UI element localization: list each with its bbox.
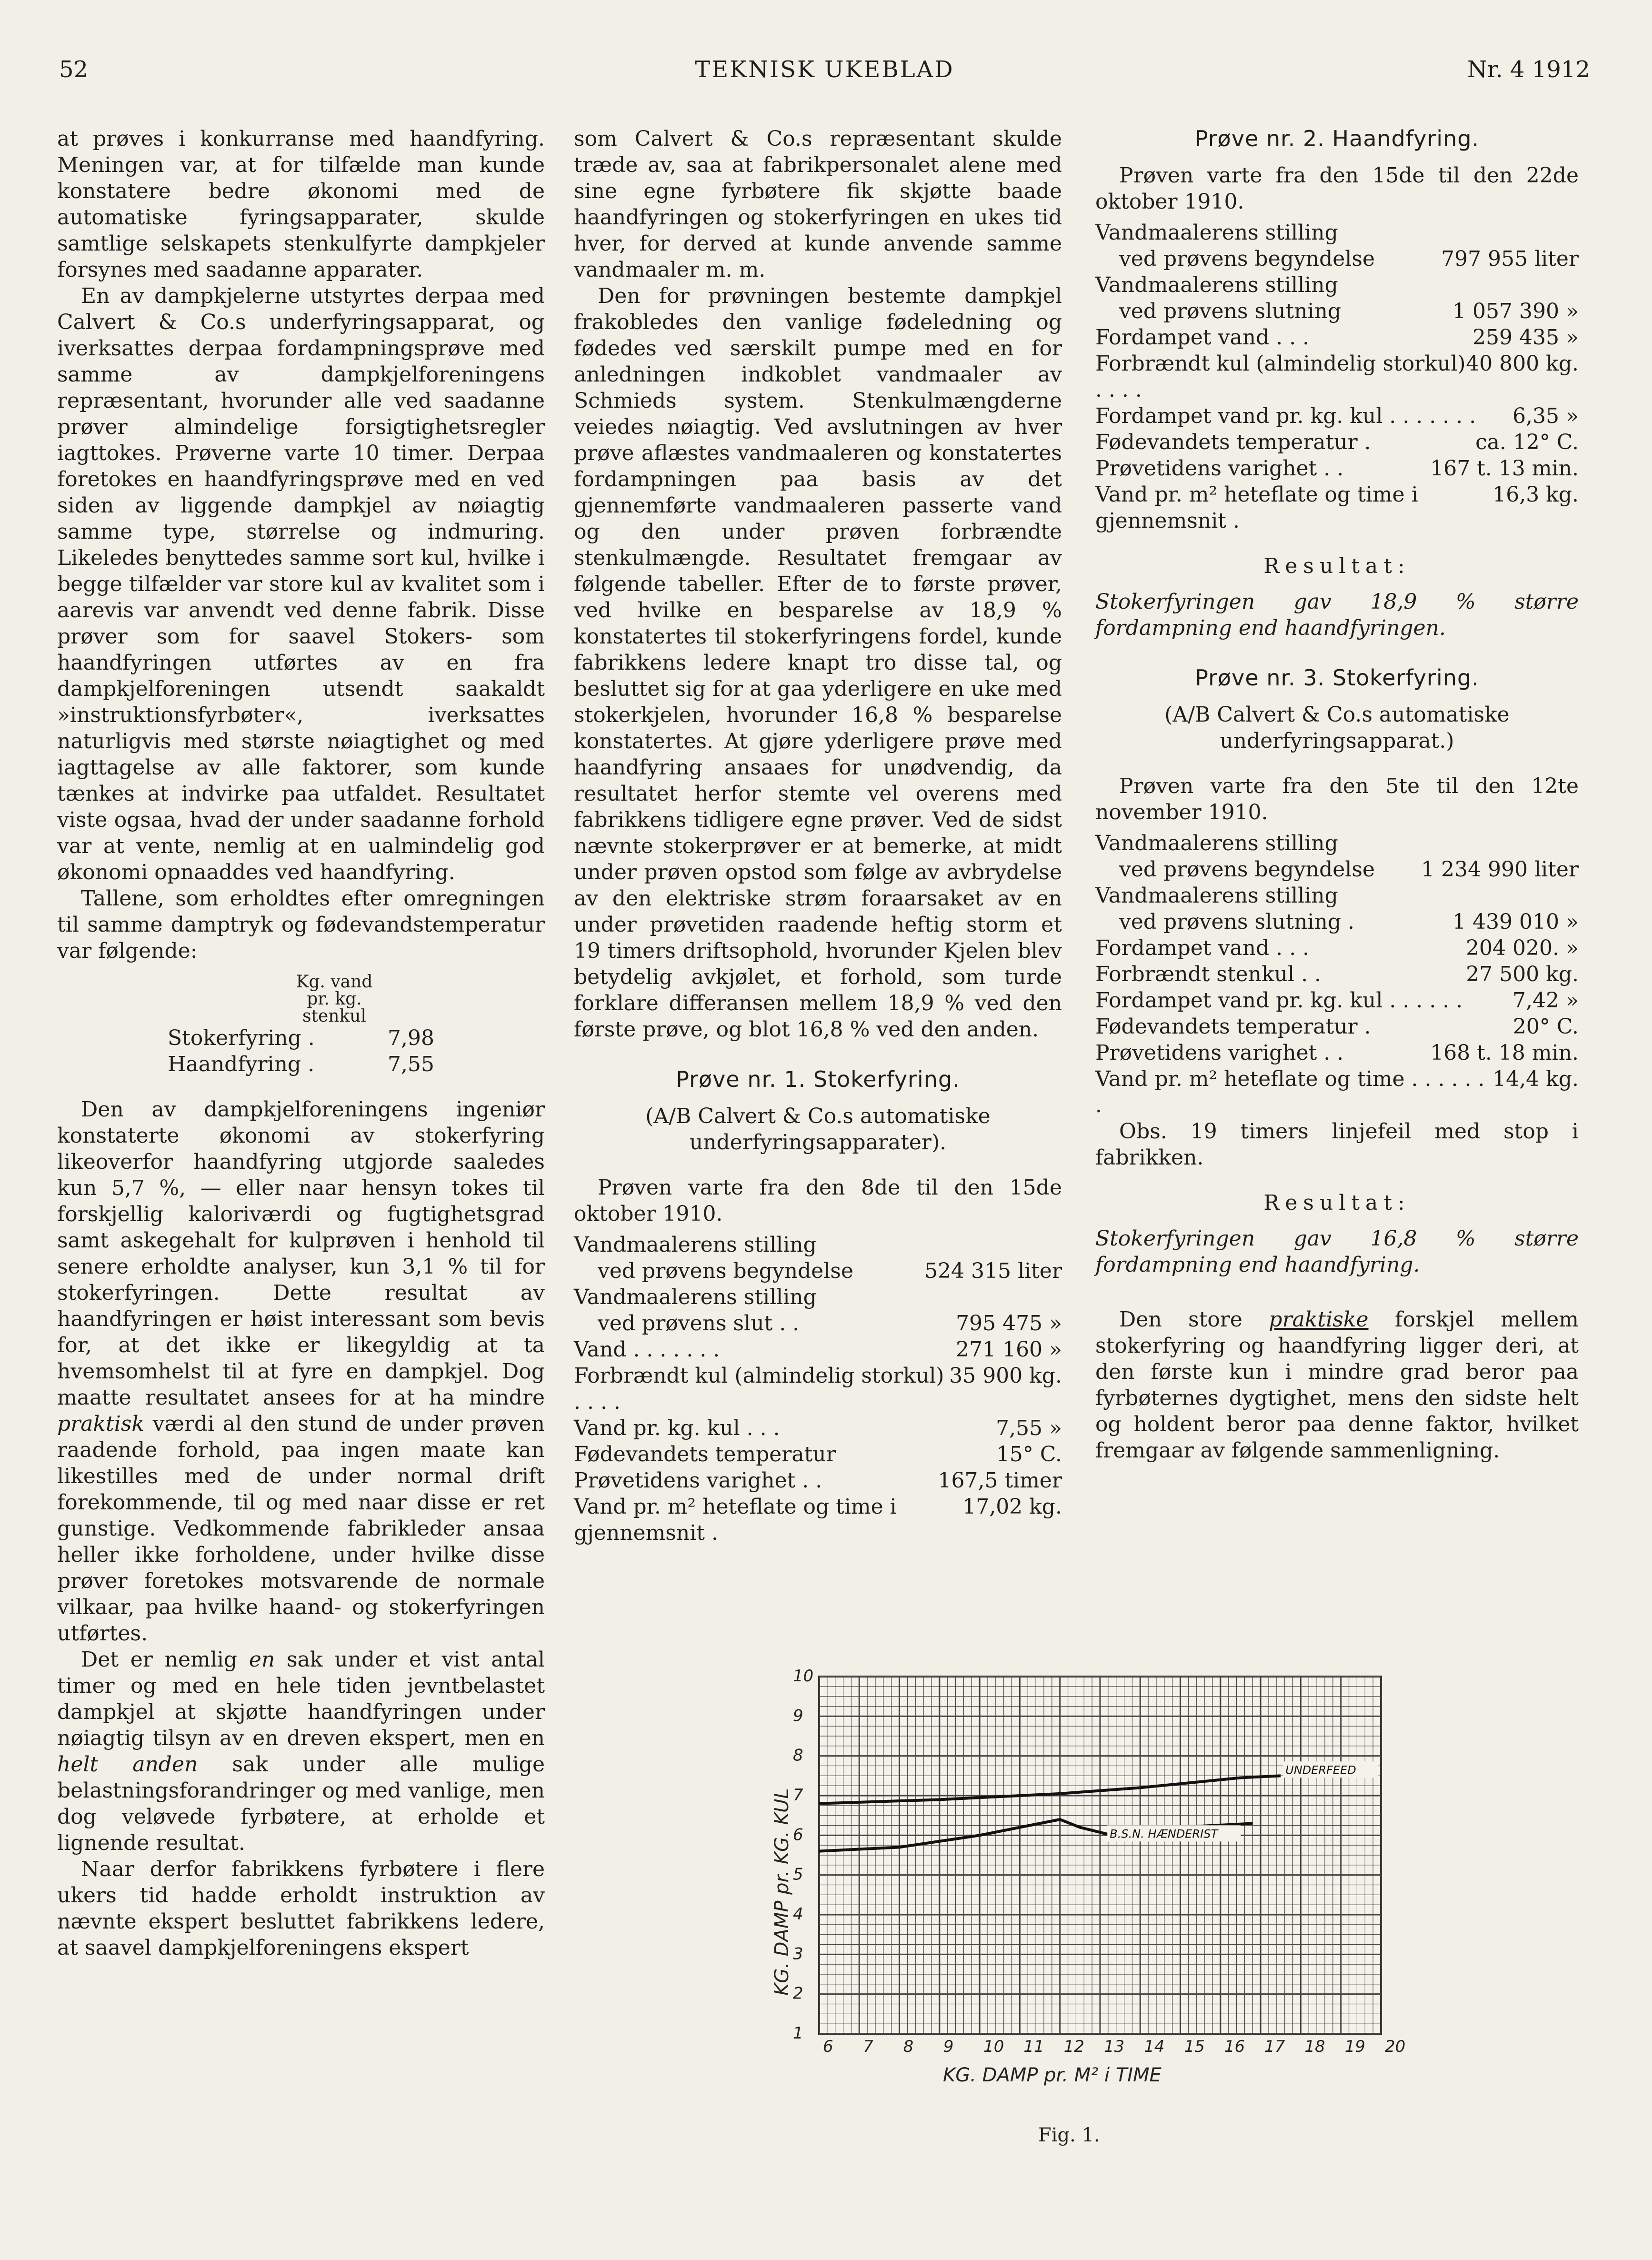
row-value: 167,5 timer xyxy=(938,1468,1062,1493)
measurement-table xyxy=(1095,220,1579,534)
row-value: 40 800 kg. xyxy=(1466,352,1579,376)
section-subtitle: (A/B Calvert & Co.s automatiske underfyringsapparater). xyxy=(645,1104,991,1155)
row-value: 168 t. 18 min. xyxy=(1430,1041,1579,1065)
row-label: Forbrændt kul (almindelig storkul) . . . . xyxy=(574,1364,944,1414)
result-label: Resultat: xyxy=(1263,554,1411,578)
x-tick-label: 8 xyxy=(903,2037,914,2056)
measurement-row xyxy=(1095,961,1579,987)
row-label: ved prøvens begyndelse xyxy=(1119,247,1375,271)
paragraph: En av dampkjelerne utstyrtes derpaa med Calvert & Co.s underfyringsapparat, og iverksattes derpaa fordampningsprøve med samme av dampkjelforeningens repræsentant, hvorunder alle ved saadanne prøver almindelige forsigtighetsregler iagttokes. Prøverne varte 10 timer. Derpaa foretokes en haandfyringsprøve med en ved siden av liggende dampkjel av nøiagtig samme type, størrelse og indmuring. Likeledes benyttedes samme sort kul, hvilke i begge tilfælder var store kul av kvalitet som i aarevis var anvendt ved denne fabrik. Disse prøver som for saavel Stokers- som haandfyringen utførtes av en fra dampkjelforeningen utsendt saakaldt »instruktionsfyrbøter«, iverksattes naturligvis med største nøiagtighet og med iagttagelse av alle faktorer, som kunde tænkes at indvirke paa utfaldet. Resultatet viste ogsaa, hvad der under saadanne forhold var at vente, nemlig at en ualmindelig god økonomi opnaaddes ved haandfyring. xyxy=(57,284,545,884)
x-axis-label: KG. DAMP pr. M² i TIME xyxy=(943,2064,1161,2086)
figure-chart xyxy=(762,1667,1410,2143)
text-run-italic: praktisk xyxy=(57,1412,145,1436)
paragraph: Den for prøvningen bestemte dampkjel frakobledes den vanlige fødeledning og fødedes ved særskilt pumpe med en for anledningen indkoblet vandmaaler av Schmieds system. Stenkulmængderne veiedes nøiagtig. Ved avslutningen av hver prøve aflæstes vandmaaleren og konstatertes fordampningen paa basis av det gjennemførte vandmaaleren passerte vand og den under prøven forbrændte stenkulmængde. Resultatet fremgaar av følgende tabeller. Efter de to første prøver, ved hvilke en besparelse av 18,9 % konstatertes til stokerfyringens fordel, kunde fabrikkens ledere knapt tro disse tal, og besluttet sig for at gaa yderligere en uke med stokerkjelen, hvorunder 16,8 % besparelse konstatertes. At gjøre yderligere prøve med haandfyring ansaaes for unødvendig, da resultatet herfor stemte vel overens med fabrikkens tidligere egne prøver. Ved de sidst nævnte stokerprøver er at bemerke, at midt under prøven opstod som følge av avbrydelse av den elektriske strøm foraarsaket av en under prøvetiden raadende heftig storm et 19 timers driftsophold, hvorunder Kjelen blev betydelig avkjølet, et forhold, som turde forklare differansen mellem 18,9 % ved den første prøve, og blot 16,8 % ved den anden. xyxy=(574,284,1062,1042)
y-tick-label: 2 xyxy=(793,1984,803,2003)
y-axis-label: KG. DAMP pr. KG. KUL xyxy=(771,1788,793,1996)
row-label: Vandmaalerens stilling xyxy=(574,1233,817,1257)
x-tick-label: 11 xyxy=(1023,2037,1044,2056)
row-label: Vand pr. m² heteflate og time i gjennemsnit . xyxy=(1095,482,1418,533)
measurement-row xyxy=(1095,455,1579,482)
column-3 xyxy=(1095,126,1579,1464)
row-label: Fordampet vand pr. kg. kul . . . . . . . xyxy=(1095,404,1476,428)
x-tick-label: 6 xyxy=(823,2037,833,2056)
row-value: 17,02 kg. xyxy=(962,1495,1062,1519)
table-row xyxy=(168,1025,434,1051)
measurement-row xyxy=(574,1284,1062,1310)
text-run-italic: helt anden xyxy=(57,1752,198,1777)
figure-caption: Fig. 1. xyxy=(1038,2124,1100,2146)
series-label: B.S.N. HÆNDERIST xyxy=(1110,1827,1218,1841)
issue-number: Nr. 4 1912 xyxy=(1467,56,1590,83)
y-tick-label: 10 xyxy=(793,1667,814,1686)
y-tick-label: 4 xyxy=(793,1905,803,1924)
row-label: Forbrændt stenkul . . xyxy=(1095,962,1322,986)
row-label: Forbrændt kul (almindelig storkul) . . . . xyxy=(1095,352,1466,402)
text-run: sak under et vist antal timer og med en hele tiden jevntbelastet dampkjel at skjøtte haandfyringen under nøiagtig tilsyn av en dreven ekspert, men en xyxy=(57,1647,545,1750)
row-value: 20° C. xyxy=(1512,1014,1579,1039)
row-value: 7,98 xyxy=(388,1026,434,1050)
paragraph: Tallene, som erholdtes efter omregningen til samme damptryk og fødevandstemperatur var følgende: xyxy=(57,886,545,963)
row-label: ved prøvens begyndelse xyxy=(1119,857,1375,882)
row-label: Vand pr. m² heteflate og time i gjennemsnit . xyxy=(574,1495,897,1545)
x-tick-label: 14 xyxy=(1144,2037,1165,2056)
measurement-row xyxy=(1095,856,1579,883)
row-value: 271 160 » xyxy=(956,1337,1062,1362)
paragraph: som Calvert & Co.s repræsentant skulde træde av, saa at fabrikpersonalet alene med sine egne fyrbøtere fik skjøtte baade haandfyringen og stokerfyringen en ukes tid hver, for derved at kunde anvende samme vandmaaler m. m. xyxy=(574,127,1062,282)
measurement-row xyxy=(1095,1066,1579,1118)
measurement-row xyxy=(1095,298,1579,324)
measurement-row xyxy=(574,1494,1062,1546)
y-tick-label: 9 xyxy=(793,1706,803,1726)
row-label: ved prøvens slut . . xyxy=(598,1311,800,1336)
paragraph xyxy=(1095,1306,1579,1464)
row-label: Stokerfyring . xyxy=(168,1026,315,1050)
row-label: Vandmaalerens stilling xyxy=(1095,221,1338,245)
text-run-italic: en xyxy=(249,1647,275,1672)
row-value: 797 955 liter xyxy=(1441,247,1579,271)
row-label: Prøvetidens varighet . . xyxy=(1095,456,1344,481)
row-label: Haandfyring . xyxy=(168,1052,315,1076)
row-value: 204 020. » xyxy=(1466,936,1579,960)
text-run: sak under alle mulige belastningsforandringer og med vanlige, men dog veløvede fyrbøtere, at erholde et lignende resultat. xyxy=(57,1752,545,1855)
conclusion: Stokerfyringen gav 16,8 % større fordampning end haandfyring. xyxy=(1095,1226,1579,1277)
row-value: 14,4 kg. xyxy=(1492,1067,1579,1091)
row-label: Fødevandets temperatur xyxy=(574,1442,836,1466)
row-value: 1 439 010 » xyxy=(1452,910,1579,934)
measurement-row xyxy=(1095,909,1579,935)
row-label: Vandmaalerens stilling xyxy=(1095,273,1338,297)
measurement-row xyxy=(574,1467,1062,1494)
row-value: 27 500 kg. xyxy=(1466,962,1579,986)
test-period: Prøven varte fra den 8de til den 15de oktober 1910. xyxy=(574,1175,1062,1226)
column-1 xyxy=(57,126,545,1961)
row-value: 1 057 390 » xyxy=(1452,299,1579,323)
row-label: Vandmaalerens stilling xyxy=(574,1285,817,1309)
paragraph: Naar derfor fabrikkens fyrbøtere i flere ukers tid hadde erholdt instruktion av nævnte ekspert besluttet fabrikkens ledere, at saavel dampkjelforeningens ekspert xyxy=(57,1857,545,1960)
x-tick-label: 18 xyxy=(1304,2037,1325,2056)
measurement-row xyxy=(1095,482,1579,534)
paragraph xyxy=(57,1096,545,1647)
y-tick-label: 7 xyxy=(793,1786,803,1805)
test-period: Prøven varte fra den 5te til den 12te november 1910. xyxy=(1095,774,1579,824)
text-run-italic: praktiske xyxy=(1269,1307,1369,1332)
measurement-row xyxy=(574,1415,1062,1441)
x-tick-label: 7 xyxy=(863,2037,873,2056)
journal-title: TEKNISK UKEBLAD xyxy=(695,56,954,83)
row-label: Fordampet vand pr. kg. kul . . . . . . xyxy=(1095,988,1463,1013)
y-tick-label: 5 xyxy=(793,1865,803,1884)
measurement-table xyxy=(574,1232,1062,1546)
measurement-row xyxy=(1095,220,1579,246)
x-tick-label: 15 xyxy=(1184,2037,1205,2056)
x-tick-label: 19 xyxy=(1344,2037,1365,2056)
row-value: 7,55 » xyxy=(996,1416,1062,1440)
row-value: 7,55 xyxy=(388,1052,434,1076)
measurement-row xyxy=(1095,351,1579,403)
x-tick-label: 17 xyxy=(1264,2037,1285,2056)
measurement-row xyxy=(1095,883,1579,909)
row-label: ved prøvens begyndelse xyxy=(598,1259,854,1283)
x-tick-label: 16 xyxy=(1224,2037,1245,2056)
y-tick-label: 6 xyxy=(793,1825,803,1845)
measurement-row xyxy=(574,1258,1062,1284)
result-label: Resultat: xyxy=(1263,1191,1411,1215)
chart-svg xyxy=(762,1667,1410,2124)
conclusion: Stokerfyringen gav 18,9 % større fordampning end haandfyringen. xyxy=(1095,590,1579,640)
row-label: Vand pr. kg. kul . . . xyxy=(574,1416,780,1440)
row-value: 524 315 liter xyxy=(924,1259,1062,1283)
row-value: 167 t. 13 min. xyxy=(1430,456,1579,481)
table-row xyxy=(168,1051,434,1077)
row-value: 6,35 » xyxy=(1512,404,1579,428)
row-value: 1 234 990 liter xyxy=(1421,857,1579,882)
measurement-row xyxy=(1095,429,1579,455)
measurement-row xyxy=(1095,1040,1579,1066)
text-run: værdi al den stund de under prøven raadende forhold, paa ingen maate kan likestilles med de under normal drift forekommende, til og med naar disse er ret gunstige. Vedkommende fabrikleder ansaa heller ikke forholdene, under hvilke disse prøver foretokes motsvarende de normale vilkaar, paa hvilke haand- og stokerfyringen utførtes. xyxy=(57,1412,545,1646)
comparison-table xyxy=(168,974,434,1077)
x-tick-label: 12 xyxy=(1063,2037,1084,2056)
text-run: Den av dampkjelforeningens ingeniør konstaterte økonomi av stokerfyring likeoverfor haandfyring utgjorde saaledes kun 5,7 %, — eller naar hensyn tokes til forskjellig kaloriværdi og fugtighetsgrad samt askegehalt for kulprøven i henhold til senere erholdte analyser, kun 3,1 % til for stokerfyringen. Dette resultat av haandfyringen er høist interessant som bevis for, at det ikke er likegyldig at ta hvemsomhelst til at fyre en dampkjel. Dog maatte resultatet ansees for at ha mindre xyxy=(57,1097,545,1410)
paragraph xyxy=(57,1647,545,1856)
observation-note: Obs. 19 timers linjefeil med stop i fabrikken. xyxy=(1095,1119,1579,1170)
row-label: Vand . . . . . . . xyxy=(574,1337,720,1362)
measurement-row xyxy=(574,1441,1062,1467)
measurement-row xyxy=(1095,830,1579,856)
row-value: 7,42 » xyxy=(1512,988,1579,1013)
measurement-row xyxy=(1095,324,1579,351)
text-run: Den store xyxy=(1119,1307,1242,1332)
row-label: Prøvetidens varighet . . xyxy=(574,1468,822,1493)
row-label: Fødevandets temperatur . xyxy=(1095,430,1371,454)
row-label: Fordampet vand . . . xyxy=(1095,325,1310,350)
row-value: 259 435 » xyxy=(1472,325,1579,350)
measurement-row xyxy=(1095,403,1579,429)
column-2 xyxy=(574,126,1062,1546)
y-tick-label: 8 xyxy=(793,1746,803,1765)
measurement-row xyxy=(574,1336,1062,1363)
section-title: Prøve nr. 2. Haandfyring. xyxy=(1194,126,1480,151)
series-label: UNDERFEED xyxy=(1285,1763,1356,1777)
section-subtitle: (A/B Calvert & Co.s automatiske underfyringsapparat.) xyxy=(1164,703,1510,753)
row-value: 795 475 » xyxy=(956,1311,1062,1336)
x-tick-label: 13 xyxy=(1104,2037,1125,2056)
x-tick-label: 20 xyxy=(1385,2037,1406,2056)
row-label: Prøvetidens varighet . . xyxy=(1095,1041,1344,1065)
row-label: Fordampet vand . . . xyxy=(1095,936,1310,960)
section-title: Prøve nr. 1. Stokerfyring. xyxy=(676,1066,960,1092)
row-label: Vand pr. m² heteflate og time . . . . . . . xyxy=(1095,1067,1485,1117)
x-tick-label: 9 xyxy=(943,2037,954,2056)
measurement-row xyxy=(1095,987,1579,1014)
text-run: Det er nemlig xyxy=(81,1647,238,1672)
test-period: Prøven varte fra den 15de til den 22de oktober 1910. xyxy=(1095,163,1579,214)
x-tick-label: 10 xyxy=(983,2037,1004,2056)
row-value: 16,3 kg. xyxy=(1492,482,1579,507)
y-tick-label: 1 xyxy=(793,2024,803,2043)
paragraph: at prøves i konkurranse med haandfyring. Meningen var, at for tilfælde man kunde konstatere bedre økonomi med de automatiske fyringsapparater, skulde samtlige selskapets stenkulfyrte dampkjeler forsynes med saadanne apparater. xyxy=(57,127,545,282)
row-value: ca. 12° C. xyxy=(1475,430,1579,454)
measurement-row xyxy=(574,1363,1062,1415)
row-value: 35 900 kg. xyxy=(949,1364,1062,1388)
measurement-row xyxy=(1095,935,1579,961)
row-label: Vandmaalerens stilling xyxy=(1095,884,1338,908)
measurement-row xyxy=(574,1232,1062,1258)
measurement-row xyxy=(574,1310,1062,1336)
row-label: Fødevandets temperatur . xyxy=(1095,1014,1371,1039)
row-label: Vandmaalerens stilling xyxy=(1095,831,1338,855)
page-number: 52 xyxy=(59,56,89,83)
measurement-row xyxy=(1095,1014,1579,1040)
section-title: Prøve nr. 3. Stokerfyring. xyxy=(1195,665,1479,691)
row-label: ved prøvens slutning xyxy=(1119,299,1342,323)
measurement-row xyxy=(1095,272,1579,298)
page-header xyxy=(59,56,1590,90)
text-run: forskjel mellem stokerfyring og haandfyring ligger deri, at den første kun i mindre grad beror paa fyrbøternes dygtighet, mens den sidste helt og holdent beror paa denne faktor, hvilket fremgaar av følgende sammenligning. xyxy=(1095,1307,1579,1463)
table-header: Kg. vand pr. kg. stenkul xyxy=(296,972,373,1026)
measurement-row xyxy=(1095,246,1579,272)
row-label: ved prøvens slutning . xyxy=(1119,910,1355,934)
y-tick-label: 3 xyxy=(793,1944,803,1964)
row-value: 15° C. xyxy=(996,1442,1062,1466)
measurement-table xyxy=(1095,830,1579,1118)
